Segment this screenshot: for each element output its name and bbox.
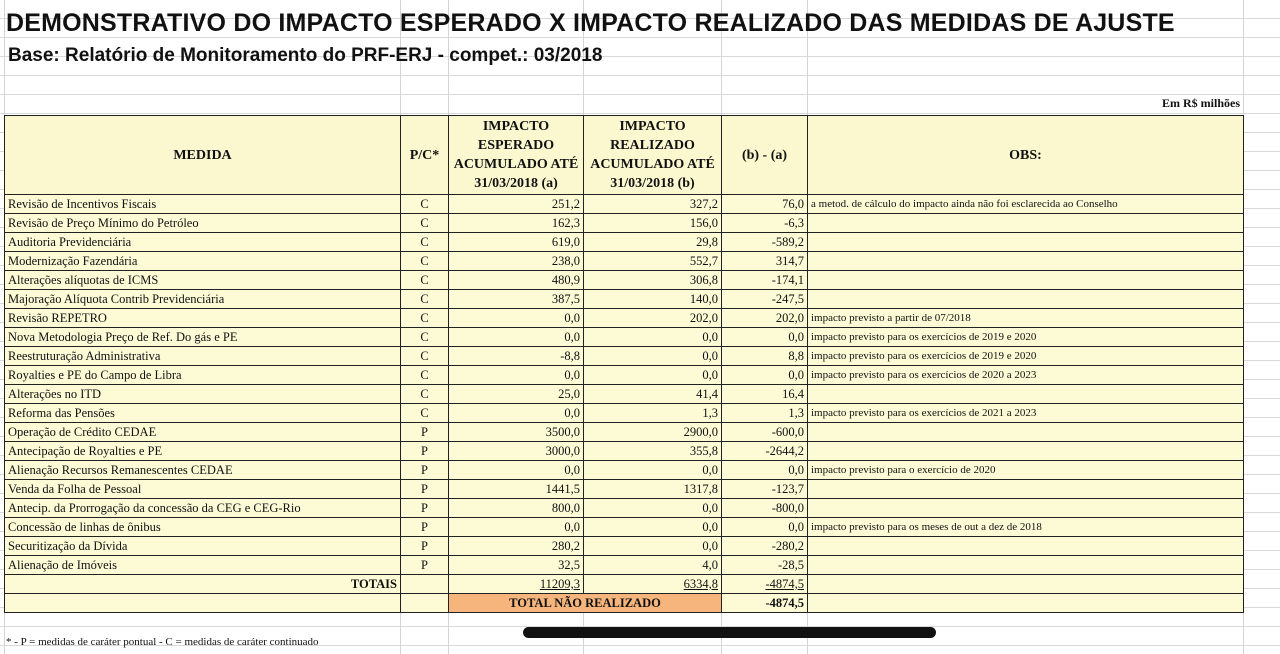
table-row <box>5 518 1244 537</box>
cell-realizado[interactable]: 0,0 <box>584 366 722 385</box>
cell-medida[interactable]: Revisão de Incentivos Fiscais <box>5 195 401 214</box>
cell-obs[interactable]: impacto previsto a partir de 07/2018 <box>808 309 1244 328</box>
cell-esperado[interactable]: 387,5 <box>449 290 584 309</box>
cell-medida[interactable]: Antecip. da Prorrogação da concessão da CEG e CEG-Rio <box>5 499 401 518</box>
table-row <box>5 233 1244 252</box>
measures-table <box>4 115 1244 613</box>
cell-realizado[interactable]: 2900,0 <box>584 423 722 442</box>
footnote: * - P = medidas de caráter pontual - C = medidas de caráter continuado <box>6 636 319 648</box>
cell-realizado[interactable]: 0,0 <box>584 347 722 366</box>
cell-esperado[interactable]: 619,0 <box>449 233 584 252</box>
cell-obs[interactable]: impacto previsto para os exercícios de 2019 e 2020 <box>808 328 1244 347</box>
cell-esperado[interactable]: 0,0 <box>449 309 584 328</box>
unit-note: Em R$ milhões <box>1162 96 1240 110</box>
cell-medida[interactable]: Alienação Recursos Remanescentes CEDAE <box>5 461 401 480</box>
cell-medida[interactable]: Alterações alíquotas de ICMS <box>5 271 401 290</box>
cell-realizado[interactable]: 0,0 <box>584 518 722 537</box>
cell-realizado[interactable]: 306,8 <box>584 271 722 290</box>
cell-pc[interactable]: C <box>401 404 449 423</box>
cell-realizado[interactable]: 29,8 <box>584 233 722 252</box>
cell-diff[interactable]: 0,0 <box>722 461 808 480</box>
cell-pc[interactable]: C <box>401 252 449 271</box>
cell-esperado[interactable]: 3000,0 <box>449 442 584 461</box>
cell-obs[interactable]: impacto previsto para os exercícios de 2021 a 2023 <box>808 404 1244 423</box>
cell-pc[interactable]: P <box>401 423 449 442</box>
header-obs[interactable]: OBS: <box>808 116 1244 195</box>
table-row <box>5 195 1244 214</box>
table-row <box>5 385 1244 404</box>
cell-diff[interactable]: -28,5 <box>722 556 808 575</box>
cell-pc[interactable]: C <box>401 385 449 404</box>
cell-empty[interactable] <box>401 575 449 594</box>
cell-pc[interactable]: C <box>401 214 449 233</box>
cell-esperado[interactable]: 1441,5 <box>449 480 584 499</box>
totals-realizado[interactable]: 6334,8 <box>584 575 722 594</box>
cell-realizado[interactable]: 0,0 <box>584 328 722 347</box>
cell-medida[interactable]: Royalties e PE do Campo de Libra <box>5 366 401 385</box>
cell-medida[interactable]: Alienação de Imóveis <box>5 556 401 575</box>
header-esperado[interactable]: IMPACTO ESPERADO ACUMULADO ATÉ 31/03/2018 (a) <box>449 116 584 195</box>
table-row <box>5 271 1244 290</box>
cell-pc[interactable]: P <box>401 537 449 556</box>
cell-obs[interactable] <box>808 233 1244 252</box>
cell-realizado[interactable]: 0,0 <box>584 537 722 556</box>
cell-medida[interactable]: Nova Metodologia Preço de Ref. Do gás e PE <box>5 328 401 347</box>
cell-medida[interactable]: Alterações no ITD <box>5 385 401 404</box>
cell-esperado[interactable]: 251,2 <box>449 195 584 214</box>
cell-diff[interactable]: 0,0 <box>722 518 808 537</box>
cell-pc[interactable]: P <box>401 442 449 461</box>
cell-realizado[interactable]: 1317,8 <box>584 480 722 499</box>
cell-diff[interactable]: 16,4 <box>722 385 808 404</box>
table-row <box>5 404 1244 423</box>
table-row <box>5 347 1244 366</box>
cell-medida[interactable]: Majoração Alíquota Contrib Previdenciária <box>5 290 401 309</box>
cell-esperado[interactable]: 0,0 <box>449 461 584 480</box>
totals-row <box>5 575 1244 594</box>
cell-pc[interactable]: C <box>401 347 449 366</box>
cell-obs[interactable] <box>808 385 1244 404</box>
total-nao-realizado-value[interactable]: -4874,5 <box>722 594 808 613</box>
cell-empty[interactable] <box>808 575 1244 594</box>
cell-obs[interactable]: impacto previsto para os exercícios de 2020 a 2023 <box>808 366 1244 385</box>
cell-diff[interactable]: -2644,2 <box>722 442 808 461</box>
header-row <box>5 116 1244 195</box>
cell-diff[interactable]: -6,3 <box>722 214 808 233</box>
cell-diff[interactable]: 76,0 <box>722 195 808 214</box>
cell-realizado[interactable]: 0,0 <box>584 461 722 480</box>
cell-pc[interactable]: C <box>401 290 449 309</box>
cell-obs[interactable]: impacto previsto para o exercício de 2020 <box>808 461 1244 480</box>
cell-pc[interactable]: C <box>401 271 449 290</box>
cell-esperado[interactable]: 238,0 <box>449 252 584 271</box>
cell-esperado[interactable]: 0,0 <box>449 328 584 347</box>
cell-diff[interactable]: 0,0 <box>722 366 808 385</box>
cell-esperado[interactable]: 480,9 <box>449 271 584 290</box>
table-row <box>5 442 1244 461</box>
cell-obs[interactable]: a metod. de cálculo do impacto ainda não foi esclarecida ao Conselho <box>808 195 1244 214</box>
cell-diff[interactable]: 1,3 <box>722 404 808 423</box>
cell-medida[interactable]: Concessão de linhas de ônibus <box>5 518 401 537</box>
cell-diff[interactable]: -247,5 <box>722 290 808 309</box>
header-realizado[interactable]: IMPACTO REALIZADO ACUMULADO ATÉ 31/03/2018 (b) <box>584 116 722 195</box>
cell-realizado[interactable]: 0,0 <box>584 499 722 518</box>
cell-realizado[interactable]: 202,0 <box>584 309 722 328</box>
cell-pc[interactable]: P <box>401 499 449 518</box>
table-row <box>5 480 1244 499</box>
cell-medida[interactable]: Operação de Crédito CEDAE <box>5 423 401 442</box>
cell-diff[interactable]: 202,0 <box>722 309 808 328</box>
table-row <box>5 423 1244 442</box>
header-pc[interactable]: P/C* <box>401 116 449 195</box>
cell-pc[interactable]: P <box>401 518 449 537</box>
cell-esperado[interactable]: 280,2 <box>449 537 584 556</box>
cell-diff[interactable]: -280,2 <box>722 537 808 556</box>
cell-esperado[interactable]: 162,3 <box>449 214 584 233</box>
cell-pc[interactable]: C <box>401 195 449 214</box>
cell-realizado[interactable]: 552,7 <box>584 252 722 271</box>
totals-label[interactable]: TOTAIS <box>5 575 401 594</box>
cell-obs[interactable] <box>808 442 1244 461</box>
cell-medida[interactable]: Antecipação de Royalties e PE <box>5 442 401 461</box>
table-row <box>5 309 1244 328</box>
cell-realizado[interactable]: 140,0 <box>584 290 722 309</box>
cell-esperado[interactable]: 32,5 <box>449 556 584 575</box>
cell-diff[interactable]: 8,8 <box>722 347 808 366</box>
cell-esperado[interactable]: 0,0 <box>449 404 584 423</box>
cell-pc[interactable]: P <box>401 461 449 480</box>
cell-pc[interactable]: P <box>401 556 449 575</box>
cell-pc[interactable]: C <box>401 233 449 252</box>
page-title: DEMONSTRATIVO DO IMPACTO ESPERADO X IMPACTO REALIZADO DAS MEDIDAS DE AJUSTE <box>6 9 1175 37</box>
cell-obs[interactable] <box>808 214 1244 233</box>
cell-esperado[interactable]: -8,8 <box>449 347 584 366</box>
cell-medida[interactable]: Reforma das Pensões <box>5 404 401 423</box>
cell-pc[interactable]: C <box>401 366 449 385</box>
cell-medida[interactable]: Auditoria Previdenciária <box>5 233 401 252</box>
header-diff[interactable]: (b) - (a) <box>722 116 808 195</box>
cell-realizado[interactable]: 41,4 <box>584 385 722 404</box>
cell-diff[interactable]: -600,0 <box>722 423 808 442</box>
cell-medida[interactable]: Securitização da Dívida <box>5 537 401 556</box>
cell-realizado[interactable]: 4,0 <box>584 556 722 575</box>
cell-empty[interactable] <box>401 594 449 613</box>
table-row <box>5 252 1244 271</box>
cell-realizado[interactable]: 1,3 <box>584 404 722 423</box>
totals-esperado[interactable]: 11209,3 <box>449 575 584 594</box>
cell-obs[interactable] <box>808 556 1244 575</box>
table-row <box>5 537 1244 556</box>
cell-medida[interactable]: Reestruturação Administrativa <box>5 347 401 366</box>
cell-diff[interactable]: -123,7 <box>722 480 808 499</box>
cell-medida[interactable]: Venda da Folha de Pessoal <box>5 480 401 499</box>
cell-esperado[interactable]: 0,0 <box>449 518 584 537</box>
cell-esperado[interactable]: 800,0 <box>449 499 584 518</box>
totals-diff[interactable]: -4874,5 <box>722 575 808 594</box>
page-subtitle: Base: Relatório de Monitoramento do PRF-ERJ - compet.: 03/2018 <box>8 45 603 66</box>
cell-obs[interactable] <box>808 480 1244 499</box>
cell-empty[interactable] <box>808 594 1244 613</box>
cell-obs[interactable]: impacto previsto para os meses de out a dez de 2018 <box>808 518 1244 537</box>
cell-medida[interactable]: Revisão REPETRO <box>5 309 401 328</box>
cell-obs[interactable] <box>808 271 1244 290</box>
header-medida[interactable]: MEDIDA <box>5 116 401 195</box>
table-row <box>5 366 1244 385</box>
cell-medida[interactable]: Modernização Fazendária <box>5 252 401 271</box>
cell-realizado[interactable]: 327,2 <box>584 195 722 214</box>
cell-obs[interactable]: impacto previsto para os exercícios de 2019 e 2020 <box>808 347 1244 366</box>
cell-pc[interactable]: C <box>401 328 449 347</box>
table-row <box>5 328 1244 347</box>
table-row <box>5 556 1244 575</box>
table-row <box>5 214 1244 233</box>
table-row <box>5 290 1244 309</box>
cell-diff[interactable]: 314,7 <box>722 252 808 271</box>
cell-diff[interactable]: -800,0 <box>722 499 808 518</box>
cell-diff[interactable]: -174,1 <box>722 271 808 290</box>
cell-obs[interactable] <box>808 252 1244 271</box>
total-nao-realizado-row <box>5 594 1244 613</box>
cell-diff[interactable]: -589,2 <box>722 233 808 252</box>
cell-pc[interactable]: C <box>401 309 449 328</box>
cell-realizado[interactable]: 355,8 <box>584 442 722 461</box>
cell-diff[interactable]: 0,0 <box>722 328 808 347</box>
cell-esperado[interactable]: 0,0 <box>449 366 584 385</box>
cell-obs[interactable] <box>808 290 1244 309</box>
cell-obs[interactable] <box>808 499 1244 518</box>
cell-esperado[interactable]: 3500,0 <box>449 423 584 442</box>
cell-obs[interactable] <box>808 537 1244 556</box>
cell-medida[interactable]: Revisão de Preço Mínimo do Petróleo <box>5 214 401 233</box>
horizontal-scrollbar[interactable] <box>523 627 936 638</box>
cell-pc[interactable]: P <box>401 480 449 499</box>
table-row <box>5 499 1244 518</box>
table-row <box>5 461 1244 480</box>
total-nao-realizado-label[interactable]: TOTAL NÃO REALIZADO <box>449 594 722 613</box>
cell-obs[interactable] <box>808 423 1244 442</box>
cell-esperado[interactable]: 25,0 <box>449 385 584 404</box>
cell-realizado[interactable]: 156,0 <box>584 214 722 233</box>
cell-empty[interactable] <box>5 594 401 613</box>
